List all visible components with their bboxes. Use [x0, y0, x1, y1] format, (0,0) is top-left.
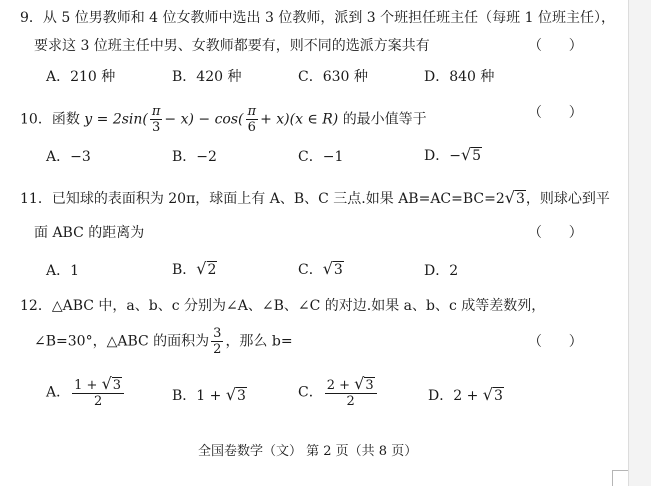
q9-option-a: A．210 种 — [46, 69, 116, 85]
q11-line1: 11．已知球的表面积为 20π，球面上有 A、B、C 三点.如果 AB=AC=BC=2√3，则球心到平 — [20, 188, 610, 207]
sqrt-3: √3 — [482, 385, 503, 404]
q9-answer-blank: （ ） — [528, 38, 583, 54]
sqrt-3: √3 — [354, 374, 374, 393]
q12-option-a-fraction: $\frac{1 + √3}{2}$ — [72, 376, 124, 409]
sqrt-3: √3 — [101, 374, 122, 393]
q10-option-b: B．−2 — [172, 149, 217, 165]
q12-option-c: C． $\frac{2 + √3}{2}$ — [298, 376, 379, 409]
q11-option-d: D．2 — [424, 263, 459, 279]
q11-option-c: C．√3 — [298, 259, 343, 278]
q12-line1: 12．△ABC 中，a、b、c 分别为∠A、∠B、∠C 的对边.如果 a、b、c 成等差数列， — [20, 298, 546, 314]
q12-line2: ∠B=30°，△ABC 的面积为 $\frac{3}{2}$ ，那么 b= — [34, 326, 293, 357]
q9-option-b: B．420 种 — [172, 69, 242, 85]
q9-line2: 要求这 3 位班主任中男、女教师都要有，则不同的选派方案共有 — [34, 38, 430, 54]
page-footer: 全国卷数学（文） 第 2 页（共 8 页） — [198, 444, 418, 459]
q10-formula-lhs: y = 2sin( — [84, 111, 148, 128]
q10-prefix: 10．函数 — [20, 111, 80, 128]
q10-formula-mid: − x) − cos( — [164, 111, 244, 128]
sqrt-3: √3 — [504, 188, 525, 207]
right-margin-bar — [628, 0, 651, 486]
q10-answer-blank: （ ） — [528, 105, 583, 121]
sqrt-2: √2 — [196, 259, 217, 278]
q9-line1: 9．从 5 位男教师和 4 位女教师中选出 3 位教师，派到 3 个班担任班主任（每班 1 位班主任）， — [20, 10, 615, 26]
q10-stem — [20, 104, 427, 135]
sqrt-3: √3 — [322, 259, 343, 278]
q12-option-b: B．1 + √3 — [172, 385, 246, 404]
q11-option-a: A．1 — [46, 263, 80, 279]
q10-option-c: C．−1 — [298, 149, 344, 165]
q12-option-d: D．2 + √3 — [428, 385, 503, 404]
sqrt-5: √5 — [460, 145, 482, 164]
page-corner-mark — [612, 470, 628, 471]
q10-option-d: D．−√5 — [424, 145, 482, 164]
q10-option-a: A．−3 — [46, 149, 91, 165]
page-corner-mark — [612, 470, 613, 486]
q12-answer-blank: （ ） — [528, 334, 583, 350]
q10-suffix: 的最小值等于 — [342, 111, 427, 128]
q11-answer-blank: （ ） — [528, 225, 583, 241]
q11-option-b: B．√2 — [172, 259, 217, 278]
q9-option-c: C．630 种 — [298, 69, 368, 85]
q12-option-a: A． $\frac{1 + √3}{2}$ — [46, 376, 126, 409]
q10-fraction-1: $\frac{\pi}{3}$ — [151, 104, 161, 135]
q12-option-c-fraction: $\frac{2 + √3}{2}$ — [325, 376, 377, 409]
q11-line2: 面 ABC 的距离为 — [34, 225, 145, 241]
q10-formula-tail: + x)(x ∈ R) — [260, 111, 339, 128]
sqrt-3: √3 — [225, 385, 246, 404]
q9-option-d: D．840 种 — [424, 69, 495, 85]
q12-area-fraction: $\frac{3}{2}$ — [213, 326, 222, 357]
q10-fraction-2: $\frac{\pi}{6}$ — [247, 104, 257, 135]
